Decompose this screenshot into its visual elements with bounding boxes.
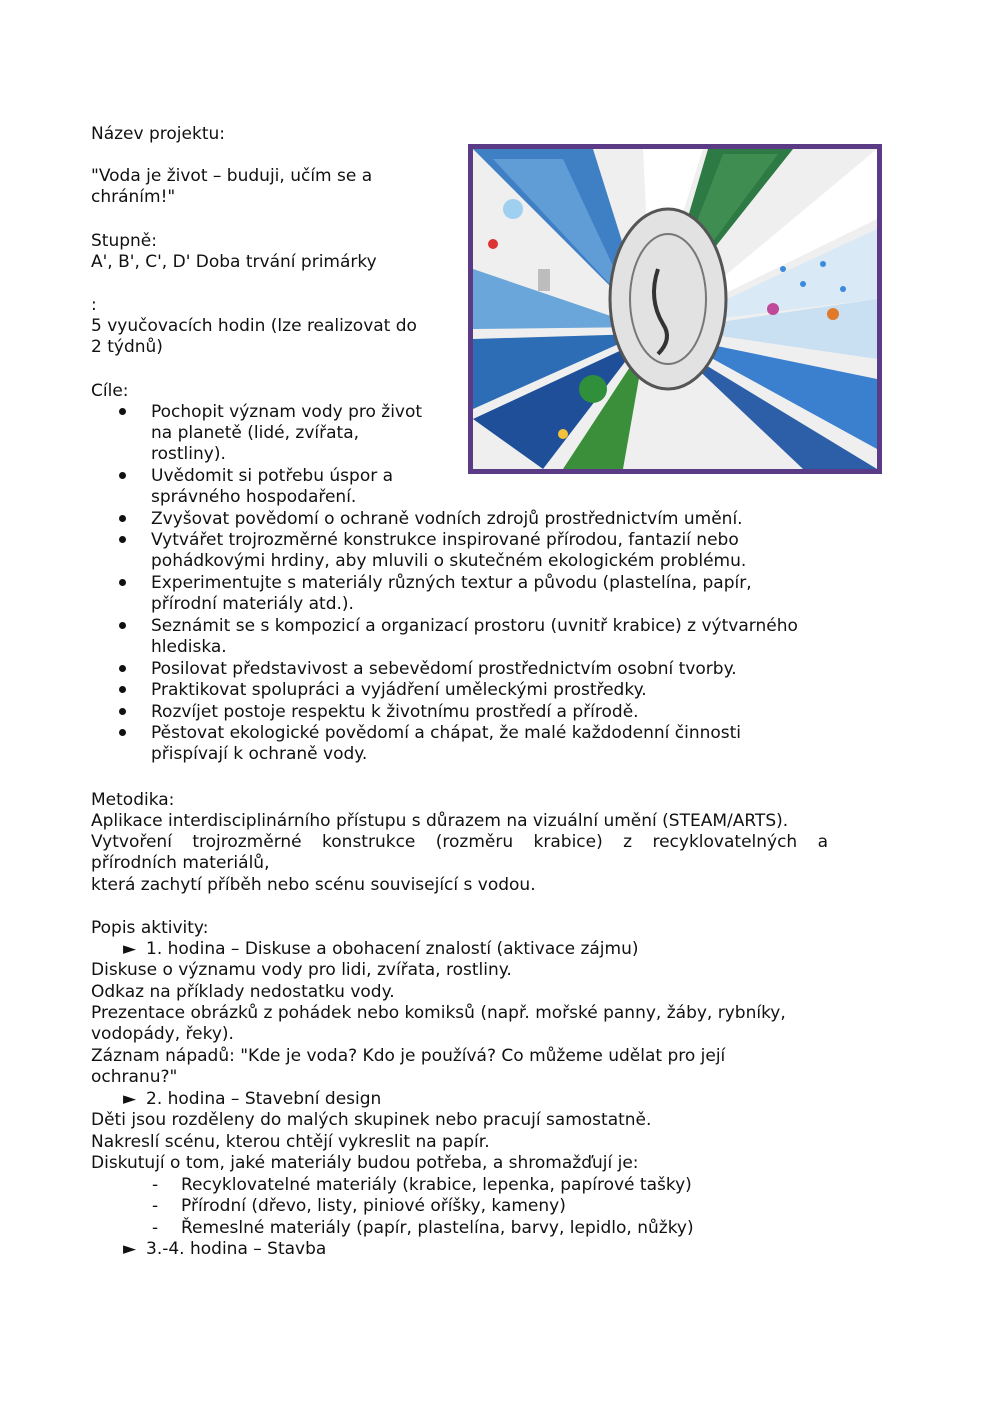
duration-line-1: 5 vyučovacích hodin (lze realizovat do [91,316,417,336]
method-label: Metodika: [91,790,175,810]
method-line-2: Vytvoření trojrozměrné konstrukce (rozměru krabice) z recyklovatelných a [91,832,829,852]
method-line-1: Aplikace interdisciplinárního přístupu s důrazem na vizuální umění (STEAM/ARTS). [91,811,789,831]
lesson-2-item-2: Nakreslí scénu, kterou chtějí vykreslit na papír. [91,1132,490,1152]
lesson-2-marker-icon: ► [123,1089,137,1109]
material-1: Recyklovatelné materiály (krabice, lepenka, papírové tašky) [181,1175,692,1195]
method-line-4: která zachytí příběh nebo scénu související s vodou. [91,875,536,895]
goal-8-line-1: Praktikovat spolupráci a vyjádření uměleckými prostředky. [151,680,647,700]
goal-2-line-2: správného hospodaření. [151,487,357,507]
grades-line: A', B', C', D' Doba trvání primárky [91,252,377,272]
goals-label: Cíle: [91,381,129,401]
goal-9-line-1: Rozvíjet postoje respektu k životnímu prostředí a přírodě. [151,702,639,722]
material-3: Řemeslné materiály (papír, plastelína, barvy, lepidlo, nůžky) [181,1218,694,1238]
lesson-1-item-1: Diskuse o významu vody pro lidi, zvířata, rostliny. [91,960,512,980]
activity-label: Popis aktivity: [91,918,209,938]
goal-10-line-1: Pěstovat ekologické povědomí a chápat, že malé každodenní činnosti [151,723,742,743]
method-line-2-justified [91,832,880,853]
goal-7-line-1: Posilovat představivost a sebevědomí prostřednictvím osobní tvorby. [151,659,737,679]
dash-icon: - [152,1218,159,1238]
lesson-1-item-4: Záznam nápadů: "Kde je voda? Kdo je používá? Co můžeme udělat pro její [91,1046,726,1066]
goal-1-line-3: rostliny). [151,444,226,464]
goal-6-line-1: Seznámit se s kompozicí a organizací prostoru (uvnitř krabice) z výtvarného [151,616,798,636]
bullet-icon [119,665,126,672]
goal-1-line-1: Pochopit význam vody pro život [151,402,423,422]
lesson-3-marker-icon: ► [123,1239,137,1259]
material-2: Přírodní (dřevo, listy, piniové oříšky, kameny) [181,1196,566,1216]
bullet-icon [119,472,126,479]
lesson-1-item-3-cont: vodopády, řeky). [91,1024,234,1044]
bullet-icon [119,708,126,715]
bullet-icon [119,515,126,522]
bullet-icon [119,579,126,586]
lesson-2-item-3: Diskutují o tom, jaké materiály budou potřeba, a shromažďují je: [91,1153,639,1173]
bullet-icon [119,686,126,693]
artwork-illustration [473,149,877,469]
lesson-1-item-4-cont: ochranu?" [91,1067,178,1087]
bullet-icon [119,408,126,415]
project-label: Název projektu: [91,124,225,144]
bullet-icon [119,729,126,736]
lesson-2-item-1: Děti jsou rozděleny do malých skupinek nebo pracují samostatně. [91,1110,652,1130]
artwork-photo [468,144,882,474]
goal-10-line-2: přispívají k ochraně vody. [151,744,368,764]
goal-6-line-2: hlediska. [151,637,227,657]
colon-line: : [91,295,97,315]
method-line-3: přírodních materiálů, [91,853,270,873]
goal-3-line-1: Zvyšovat povědomí o ochraně vodních zdrojů prostřednictvím umění. [151,509,743,529]
goal-5-line-1: Experimentujte s materiály různých textur a původu (plastelína, papír, [151,573,752,593]
lesson-1-item-3: Prezentace obrázků z pohádek nebo komiksů (např. mořské panny, žáby, rybníky, [91,1003,786,1023]
lesson-1-item-2: Odkaz na příklady nedostatku vody. [91,982,395,1002]
goal-5-line-2: přírodní materiály atd.). [151,594,354,614]
duration-line-2: 2 týdnů) [91,337,163,357]
goal-1-line-2: na planetě (lidé, zvířata, [151,423,360,443]
project-title-line-1: "Voda je život – buduji, učím se a [91,166,373,186]
bullet-icon [119,536,126,543]
lesson-1-title: 1. hodina – Diskuse a obohacení znalostí (aktivace zájmu) [146,939,639,959]
goal-4-line-1: Vytvářet trojrozměrné konstrukce inspirované přírodou, fantazií nebo [151,530,739,550]
lesson-3-title: 3.-4. hodina – Stavba [146,1239,327,1259]
grades-label: Stupně: [91,231,157,251]
goal-2-line-1: Uvědomit si potřebu úspor a [151,466,394,486]
dash-icon: - [152,1196,159,1216]
project-title-line-2: chráním!" [91,187,176,207]
goal-4-line-2: pohádkovými hrdiny, aby mluvili o skutečném ekologickém problému. [151,551,747,571]
lesson-1-marker-icon: ► [123,939,137,959]
bullet-icon [119,622,126,629]
lesson-2-title: 2. hodina – Stavební design [146,1089,382,1109]
dash-icon: - [152,1175,159,1195]
